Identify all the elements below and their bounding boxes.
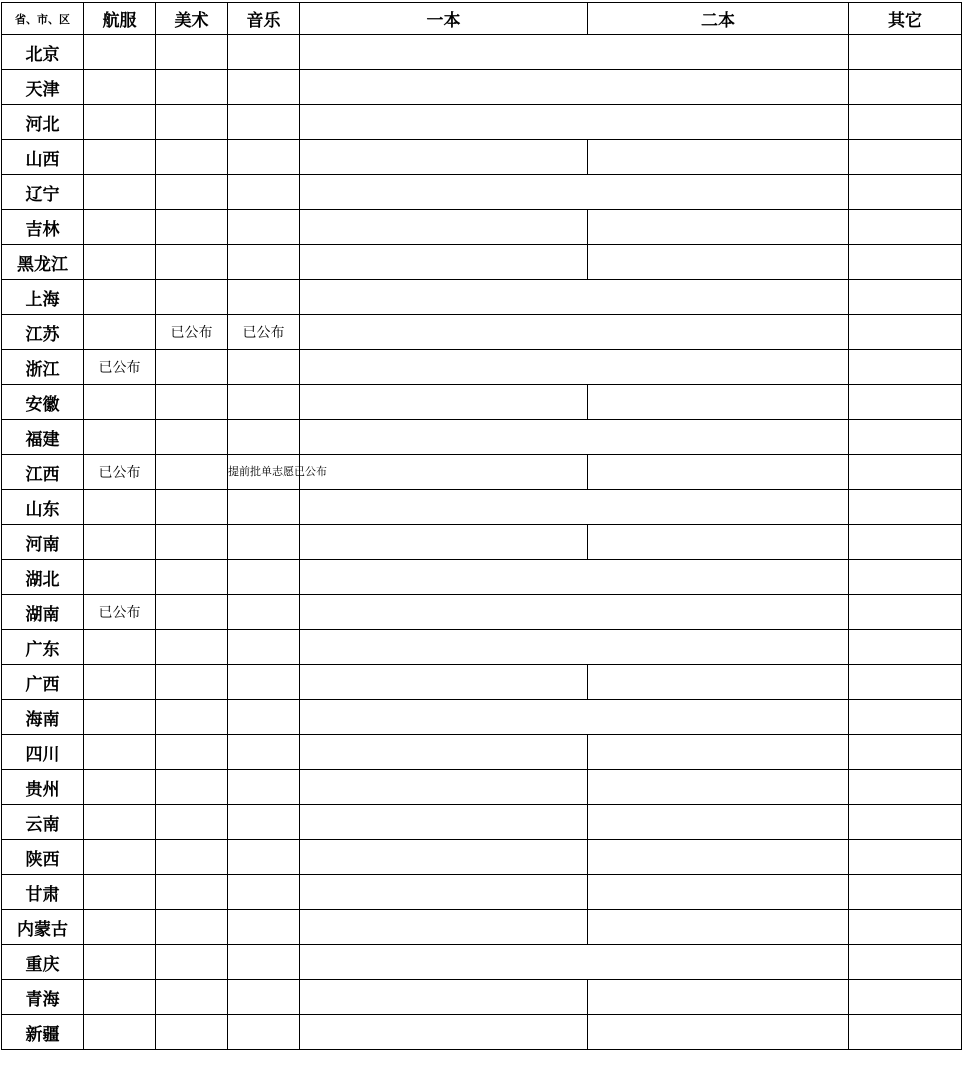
province-cell: 北京 bbox=[2, 35, 84, 70]
erben-cell bbox=[588, 455, 849, 490]
yinyue-cell bbox=[228, 35, 300, 70]
yiben-erben-cell bbox=[300, 630, 849, 665]
meishu-cell bbox=[156, 1015, 228, 1050]
hangfu-cell: 已公布 bbox=[84, 350, 156, 385]
hangfu-cell bbox=[84, 560, 156, 595]
erben-cell bbox=[588, 910, 849, 945]
yinyue-cell bbox=[228, 840, 300, 875]
table-row bbox=[2, 560, 962, 595]
yiben-cell bbox=[300, 665, 588, 700]
hangfu-cell bbox=[84, 35, 156, 70]
qita-cell bbox=[849, 770, 962, 805]
hangfu-cell bbox=[84, 525, 156, 560]
yiben-erben-cell bbox=[300, 280, 849, 315]
yinyue-cell bbox=[228, 175, 300, 210]
province-cell: 青海 bbox=[2, 980, 84, 1015]
qita-cell bbox=[849, 910, 962, 945]
yinyue-cell bbox=[228, 700, 300, 735]
table-row bbox=[2, 770, 962, 805]
erben-cell bbox=[588, 770, 849, 805]
yinyue-cell bbox=[228, 210, 300, 245]
meishu-cell bbox=[156, 455, 228, 490]
yiben-erben-cell bbox=[300, 350, 849, 385]
qita-cell bbox=[849, 455, 962, 490]
yinyue-cell bbox=[228, 105, 300, 140]
province-cell: 安徽 bbox=[2, 385, 84, 420]
table-row bbox=[2, 525, 962, 560]
yiben-erben-cell bbox=[300, 560, 849, 595]
province-cell: 四川 bbox=[2, 735, 84, 770]
yinyue-cell bbox=[228, 245, 300, 280]
yinyue-cell bbox=[228, 420, 300, 455]
yinyue-cell: 已公布 bbox=[228, 315, 300, 350]
yinyue-cell bbox=[228, 875, 300, 910]
province-cell: 广西 bbox=[2, 665, 84, 700]
qita-cell bbox=[849, 105, 962, 140]
meishu-cell bbox=[156, 980, 228, 1015]
hangfu-cell bbox=[84, 315, 156, 350]
table-row bbox=[2, 280, 962, 315]
meishu-cell bbox=[156, 210, 228, 245]
meishu-cell bbox=[156, 595, 228, 630]
table-row bbox=[2, 875, 962, 910]
qita-cell bbox=[849, 490, 962, 525]
province-cell: 江苏 bbox=[2, 315, 84, 350]
yinyue-cell bbox=[228, 140, 300, 175]
yinyue-cell bbox=[228, 525, 300, 560]
erben-cell bbox=[588, 1015, 849, 1050]
table-row bbox=[2, 595, 962, 630]
province-cell: 辽宁 bbox=[2, 175, 84, 210]
qita-cell bbox=[849, 805, 962, 840]
yiben-erben-cell bbox=[300, 420, 849, 455]
erben-cell bbox=[588, 525, 849, 560]
table-row bbox=[2, 420, 962, 455]
erben-cell bbox=[588, 245, 849, 280]
table-row bbox=[2, 210, 962, 245]
table-row bbox=[2, 385, 962, 420]
hangfu-cell: 已公布 bbox=[84, 455, 156, 490]
province-cell: 甘肃 bbox=[2, 875, 84, 910]
qita-cell bbox=[849, 945, 962, 980]
yiben-erben-cell bbox=[300, 105, 849, 140]
province-cell: 重庆 bbox=[2, 945, 84, 980]
yiben-cell bbox=[300, 140, 588, 175]
yinyue-cell bbox=[228, 595, 300, 630]
meishu-cell bbox=[156, 35, 228, 70]
province-cell: 山东 bbox=[2, 490, 84, 525]
province-cell: 湖北 bbox=[2, 560, 84, 595]
qita-cell bbox=[849, 140, 962, 175]
yinyue-cell bbox=[228, 805, 300, 840]
yiben-erben-cell bbox=[300, 70, 849, 105]
hangfu-cell bbox=[84, 805, 156, 840]
yinyue-cell bbox=[228, 980, 300, 1015]
table-row bbox=[2, 70, 962, 105]
yiben-cell bbox=[300, 455, 588, 490]
yiben-cell bbox=[300, 1015, 588, 1050]
meishu-cell bbox=[156, 665, 228, 700]
qita-cell bbox=[849, 350, 962, 385]
table-row bbox=[2, 350, 962, 385]
meishu-cell bbox=[156, 420, 228, 455]
yinyue-cell bbox=[228, 280, 300, 315]
province-cell: 广东 bbox=[2, 630, 84, 665]
table-row bbox=[2, 840, 962, 875]
hangfu-cell bbox=[84, 245, 156, 280]
province-cell: 山西 bbox=[2, 140, 84, 175]
hangfu-cell bbox=[84, 490, 156, 525]
hangfu-cell bbox=[84, 700, 156, 735]
qita-cell bbox=[849, 420, 962, 455]
meishu-cell bbox=[156, 840, 228, 875]
header-province: 省、市、区 bbox=[2, 3, 84, 35]
hangfu-cell bbox=[84, 1015, 156, 1050]
hangfu-cell bbox=[84, 105, 156, 140]
yiben-cell bbox=[300, 385, 588, 420]
yinyue-cell bbox=[228, 735, 300, 770]
qita-cell bbox=[849, 210, 962, 245]
yiben-cell bbox=[300, 980, 588, 1015]
erben-cell bbox=[588, 385, 849, 420]
table-row bbox=[2, 175, 962, 210]
yiben-cell bbox=[300, 245, 588, 280]
meishu-cell bbox=[156, 770, 228, 805]
table-row bbox=[2, 105, 962, 140]
meishu-cell bbox=[156, 490, 228, 525]
qita-cell bbox=[849, 665, 962, 700]
hangfu-cell bbox=[84, 840, 156, 875]
yinyue-cell bbox=[228, 630, 300, 665]
hangfu-cell bbox=[84, 420, 156, 455]
meishu-cell: 已公布 bbox=[156, 315, 228, 350]
header-row bbox=[2, 3, 962, 35]
yinyue-cell bbox=[228, 1015, 300, 1050]
meishu-cell bbox=[156, 105, 228, 140]
meishu-cell bbox=[156, 910, 228, 945]
province-cell: 吉林 bbox=[2, 210, 84, 245]
province-cell: 福建 bbox=[2, 420, 84, 455]
table-row bbox=[2, 455, 962, 490]
yiben-cell bbox=[300, 910, 588, 945]
yiben-erben-cell bbox=[300, 315, 849, 350]
province-cell: 陕西 bbox=[2, 840, 84, 875]
province-cell: 湖南 bbox=[2, 595, 84, 630]
yinyue-cell bbox=[228, 385, 300, 420]
yiben-erben-cell bbox=[300, 35, 849, 70]
table-row bbox=[2, 665, 962, 700]
meishu-cell bbox=[156, 700, 228, 735]
hangfu-cell bbox=[84, 210, 156, 245]
meishu-cell bbox=[156, 560, 228, 595]
qita-cell bbox=[849, 280, 962, 315]
yinyue-cell bbox=[228, 665, 300, 700]
province-cell: 河南 bbox=[2, 525, 84, 560]
header-qita: 其它 bbox=[849, 3, 962, 35]
yiben-erben-cell bbox=[300, 175, 849, 210]
yiben-cell bbox=[300, 875, 588, 910]
yinyue-cell: 提前批单志愿已公布 bbox=[228, 455, 300, 490]
header-meishu: 美术 bbox=[156, 3, 228, 35]
qita-cell bbox=[849, 315, 962, 350]
meishu-cell bbox=[156, 875, 228, 910]
header-yinyue: 音乐 bbox=[228, 3, 300, 35]
yinyue-cell bbox=[228, 770, 300, 805]
table-row bbox=[2, 945, 962, 980]
meishu-cell bbox=[156, 385, 228, 420]
erben-cell bbox=[588, 665, 849, 700]
meishu-cell bbox=[156, 525, 228, 560]
meishu-cell bbox=[156, 280, 228, 315]
table-row bbox=[2, 630, 962, 665]
yiben-cell bbox=[300, 735, 588, 770]
yiben-cell bbox=[300, 805, 588, 840]
hangfu-cell bbox=[84, 630, 156, 665]
yiben-cell bbox=[300, 770, 588, 805]
province-cell: 天津 bbox=[2, 70, 84, 105]
province-cell: 内蒙古 bbox=[2, 910, 84, 945]
qita-cell bbox=[849, 525, 962, 560]
erben-cell bbox=[588, 140, 849, 175]
header-yiben: 一本 bbox=[300, 3, 588, 35]
qita-cell bbox=[849, 35, 962, 70]
table-row bbox=[2, 1015, 962, 1050]
province-cell: 黑龙江 bbox=[2, 245, 84, 280]
table-row bbox=[2, 35, 962, 70]
meishu-cell bbox=[156, 140, 228, 175]
header-hangfu: 航服 bbox=[84, 3, 156, 35]
qita-cell bbox=[849, 175, 962, 210]
hangfu-cell bbox=[84, 665, 156, 700]
province-cell: 新疆 bbox=[2, 1015, 84, 1050]
table-row bbox=[2, 735, 962, 770]
hangfu-cell bbox=[84, 280, 156, 315]
province-cell: 江西 bbox=[2, 455, 84, 490]
yinyue-cell bbox=[228, 490, 300, 525]
table-row bbox=[2, 490, 962, 525]
province-cell: 海南 bbox=[2, 700, 84, 735]
qita-cell bbox=[849, 1015, 962, 1050]
erben-cell bbox=[588, 840, 849, 875]
yiben-erben-cell bbox=[300, 490, 849, 525]
yiben-cell bbox=[300, 840, 588, 875]
yinyue-cell bbox=[228, 560, 300, 595]
province-cell: 上海 bbox=[2, 280, 84, 315]
hangfu-cell bbox=[84, 945, 156, 980]
erben-cell bbox=[588, 805, 849, 840]
table-row bbox=[2, 910, 962, 945]
erben-cell bbox=[588, 735, 849, 770]
yiben-erben-cell bbox=[300, 595, 849, 630]
table-row bbox=[2, 140, 962, 175]
yinyue-cell bbox=[228, 350, 300, 385]
table-row bbox=[2, 805, 962, 840]
yinyue-cell bbox=[228, 945, 300, 980]
meishu-cell bbox=[156, 805, 228, 840]
meishu-cell bbox=[156, 70, 228, 105]
hangfu-cell bbox=[84, 910, 156, 945]
qita-cell bbox=[849, 700, 962, 735]
hangfu-cell bbox=[84, 875, 156, 910]
yiben-erben-cell bbox=[300, 945, 849, 980]
qita-cell bbox=[849, 595, 962, 630]
hangfu-cell bbox=[84, 70, 156, 105]
table-row bbox=[2, 980, 962, 1015]
hangfu-cell bbox=[84, 735, 156, 770]
table-body bbox=[2, 35, 962, 1050]
meishu-cell bbox=[156, 245, 228, 280]
meishu-cell bbox=[156, 630, 228, 665]
erben-cell bbox=[588, 980, 849, 1015]
qita-cell bbox=[849, 840, 962, 875]
erben-cell bbox=[588, 875, 849, 910]
table-row bbox=[2, 700, 962, 735]
yiben-cell bbox=[300, 210, 588, 245]
yiben-erben-cell bbox=[300, 700, 849, 735]
hangfu-cell bbox=[84, 385, 156, 420]
admission-status-table bbox=[1, 2, 962, 1050]
meishu-cell bbox=[156, 735, 228, 770]
qita-cell bbox=[849, 875, 962, 910]
qita-cell bbox=[849, 70, 962, 105]
qita-cell bbox=[849, 980, 962, 1015]
hangfu-cell bbox=[84, 980, 156, 1015]
yinyue-cell bbox=[228, 70, 300, 105]
qita-cell bbox=[849, 385, 962, 420]
meishu-cell bbox=[156, 945, 228, 980]
yiben-cell bbox=[300, 525, 588, 560]
province-cell: 浙江 bbox=[2, 350, 84, 385]
yinyue-cell bbox=[228, 910, 300, 945]
province-cell: 云南 bbox=[2, 805, 84, 840]
hangfu-cell bbox=[84, 175, 156, 210]
hangfu-cell: 已公布 bbox=[84, 595, 156, 630]
province-cell: 河北 bbox=[2, 105, 84, 140]
meishu-cell bbox=[156, 350, 228, 385]
erben-cell bbox=[588, 210, 849, 245]
qita-cell bbox=[849, 245, 962, 280]
meishu-cell bbox=[156, 175, 228, 210]
table-row bbox=[2, 315, 962, 350]
table-row bbox=[2, 245, 962, 280]
header-erben: 二本 bbox=[588, 3, 849, 35]
hangfu-cell bbox=[84, 770, 156, 805]
hangfu-cell bbox=[84, 140, 156, 175]
qita-cell bbox=[849, 560, 962, 595]
qita-cell bbox=[849, 630, 962, 665]
qita-cell bbox=[849, 735, 962, 770]
province-cell: 贵州 bbox=[2, 770, 84, 805]
